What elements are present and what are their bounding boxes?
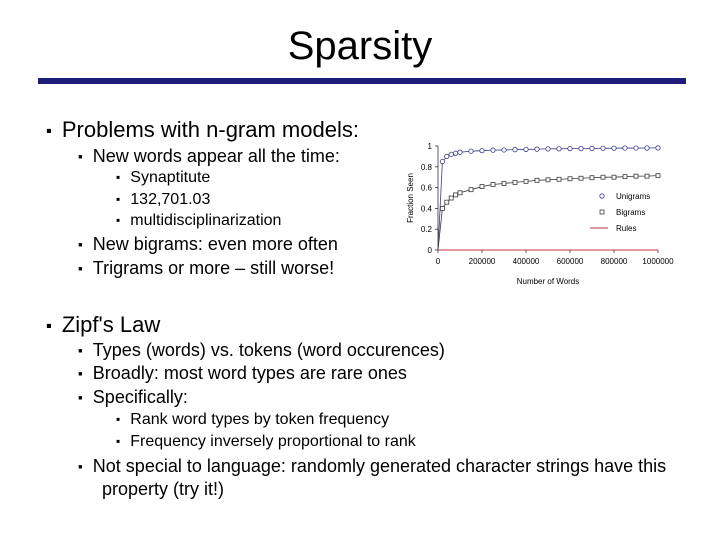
- zipf-last-item-text: Not special to language: randomly generated character strings have this property (try it!): [92, 456, 667, 499]
- bullet-marker: ▪: [46, 122, 52, 140]
- bullet-marker: ▪: [116, 412, 121, 426]
- data-point-bigrams: [535, 178, 539, 182]
- data-point-unigrams: [623, 146, 627, 150]
- zipf-item-text: Types (words) vs. tokens (word occurences): [92, 340, 445, 360]
- data-point-unigrams: [535, 147, 539, 151]
- data-point-bigrams: [623, 175, 627, 179]
- bullet-problems: [46, 117, 359, 144]
- bullet-problems-text: Problems with n-gram models:: [61, 117, 359, 142]
- data-point-bigrams: [601, 175, 605, 179]
- legend-label: Unigrams: [616, 192, 651, 201]
- example-text: 132,701.03: [130, 191, 211, 208]
- bullet-marker: ▪: [116, 192, 121, 206]
- data-point-unigrams: [458, 150, 462, 154]
- bullet-new-words: [78, 145, 340, 168]
- data-point-bigrams: [612, 175, 616, 179]
- zipf-item: [78, 386, 188, 409]
- legend-label: Bigrams: [616, 208, 646, 217]
- data-point-bigrams: [546, 178, 550, 182]
- bullet-zipf: [46, 312, 160, 339]
- data-point-unigrams: [557, 147, 561, 151]
- data-point-unigrams: [491, 148, 495, 152]
- chart-x-axis-label: Number of Words: [516, 277, 580, 286]
- slide-title: Sparsity: [287, 24, 433, 68]
- y-tick-label: 0.2: [420, 225, 432, 235]
- data-point-bigrams: [458, 191, 462, 195]
- chart-legend: [590, 192, 650, 233]
- data-point-unigrams: [449, 152, 453, 156]
- data-point-bigrams: [469, 188, 473, 192]
- data-point-unigrams: [445, 154, 449, 158]
- bullet-new-bigrams-text: New bigrams: even more often: [92, 234, 338, 254]
- x-tick-label: 200000: [468, 257, 496, 266]
- y-tick-label: 0.4: [420, 204, 432, 214]
- zipf-item-text: Specifically:: [92, 387, 188, 407]
- fraction-seen-chart: [398, 134, 688, 294]
- zipf-sub-item-text: Rank word types by token frequency: [130, 411, 390, 428]
- data-point-bigrams: [440, 206, 444, 210]
- data-point-unigrams: [645, 146, 649, 150]
- x-tick-label: 600000: [556, 257, 584, 266]
- chart-y-axis-label: Fraction Seen: [406, 173, 415, 223]
- data-point-bigrams: [491, 182, 495, 186]
- bullet-marker: ▪: [78, 149, 83, 164]
- bullet-marker: ▪: [116, 170, 121, 184]
- y-tick-label: 1: [427, 142, 432, 151]
- example-item: [116, 210, 281, 231]
- data-point-bigrams: [656, 174, 660, 178]
- data-point-unigrams: [440, 159, 444, 163]
- bullet-marker: ▪: [78, 237, 83, 252]
- zipf-sub-item-text: Frequency inversely proportional to rank: [130, 433, 416, 450]
- data-point-bigrams: [590, 176, 594, 180]
- data-point-unigrams: [524, 147, 528, 151]
- example-text: multidisciplinarization: [130, 212, 282, 229]
- bullet-marker: ▪: [116, 213, 121, 227]
- data-point-unigrams: [513, 147, 517, 151]
- bullet-new-bigrams: [78, 233, 338, 256]
- y-tick-label: 0: [427, 246, 432, 255]
- bullet-new-words-text: New words appear all the time:: [92, 146, 340, 166]
- legend-swatch: [600, 210, 604, 214]
- example-item: [116, 167, 210, 188]
- example-item: [116, 189, 210, 210]
- data-point-unigrams: [590, 146, 594, 150]
- bullet-marker: ▪: [78, 390, 83, 405]
- data-point-unigrams: [612, 146, 616, 150]
- data-point-bigrams: [513, 180, 517, 184]
- data-point-bigrams: [557, 177, 561, 181]
- bullet-marker: ▪: [116, 434, 121, 448]
- zipf-last-item: [78, 455, 692, 500]
- chart-axes: [421, 142, 674, 266]
- legend-label: Rules: [616, 224, 637, 233]
- data-point-bigrams: [579, 176, 583, 180]
- x-tick-label: 400000: [512, 257, 540, 266]
- data-point-unigrams: [480, 148, 484, 152]
- bullet-marker: ▪: [78, 459, 83, 474]
- data-point-unigrams: [656, 146, 660, 150]
- bullet-marker: ▪: [46, 317, 52, 335]
- x-tick-label: 0: [435, 257, 441, 266]
- data-point-unigrams: [502, 148, 506, 152]
- example-text: Synaptitute: [130, 169, 211, 186]
- data-point-bigrams: [524, 179, 528, 183]
- bullet-zipf-text: Zipf's Law: [61, 312, 161, 337]
- legend-swatch: [600, 194, 604, 198]
- x-tick-label: 800000: [600, 257, 628, 266]
- data-point-unigrams: [469, 149, 473, 153]
- bullet-marker: ▪: [78, 343, 83, 358]
- data-point-bigrams: [445, 200, 449, 204]
- title-divider: [38, 78, 686, 84]
- data-point-unigrams: [453, 151, 457, 155]
- data-point-bigrams: [502, 181, 506, 185]
- data-point-bigrams: [568, 177, 572, 181]
- zipf-sub-item: [116, 431, 416, 452]
- y-tick-label: 0.8: [420, 162, 432, 172]
- data-point-unigrams: [634, 146, 638, 150]
- data-point-bigrams: [454, 193, 458, 197]
- data-point-bigrams: [449, 196, 453, 200]
- data-point-unigrams: [579, 146, 583, 150]
- zipf-sub-item: [116, 409, 389, 430]
- zipf-item: [78, 362, 407, 385]
- data-point-bigrams: [480, 185, 484, 189]
- bullet-trigrams-text: Trigrams or more – still worse!: [92, 258, 335, 278]
- zipf-item-text: Broadly: most word types are rare ones: [92, 363, 407, 383]
- data-point-unigrams: [546, 147, 550, 151]
- data-point-bigrams: [634, 174, 638, 178]
- x-tick-label: 1000000: [642, 257, 674, 266]
- bullet-trigrams: [78, 257, 334, 280]
- data-point-bigrams: [645, 174, 649, 178]
- bullet-marker: ▪: [78, 366, 83, 381]
- data-point-unigrams: [601, 146, 605, 150]
- bullet-marker: ▪: [78, 261, 83, 276]
- data-point-unigrams: [568, 146, 572, 150]
- y-tick-label: 0.6: [420, 183, 432, 193]
- zipf-item: [78, 339, 445, 362]
